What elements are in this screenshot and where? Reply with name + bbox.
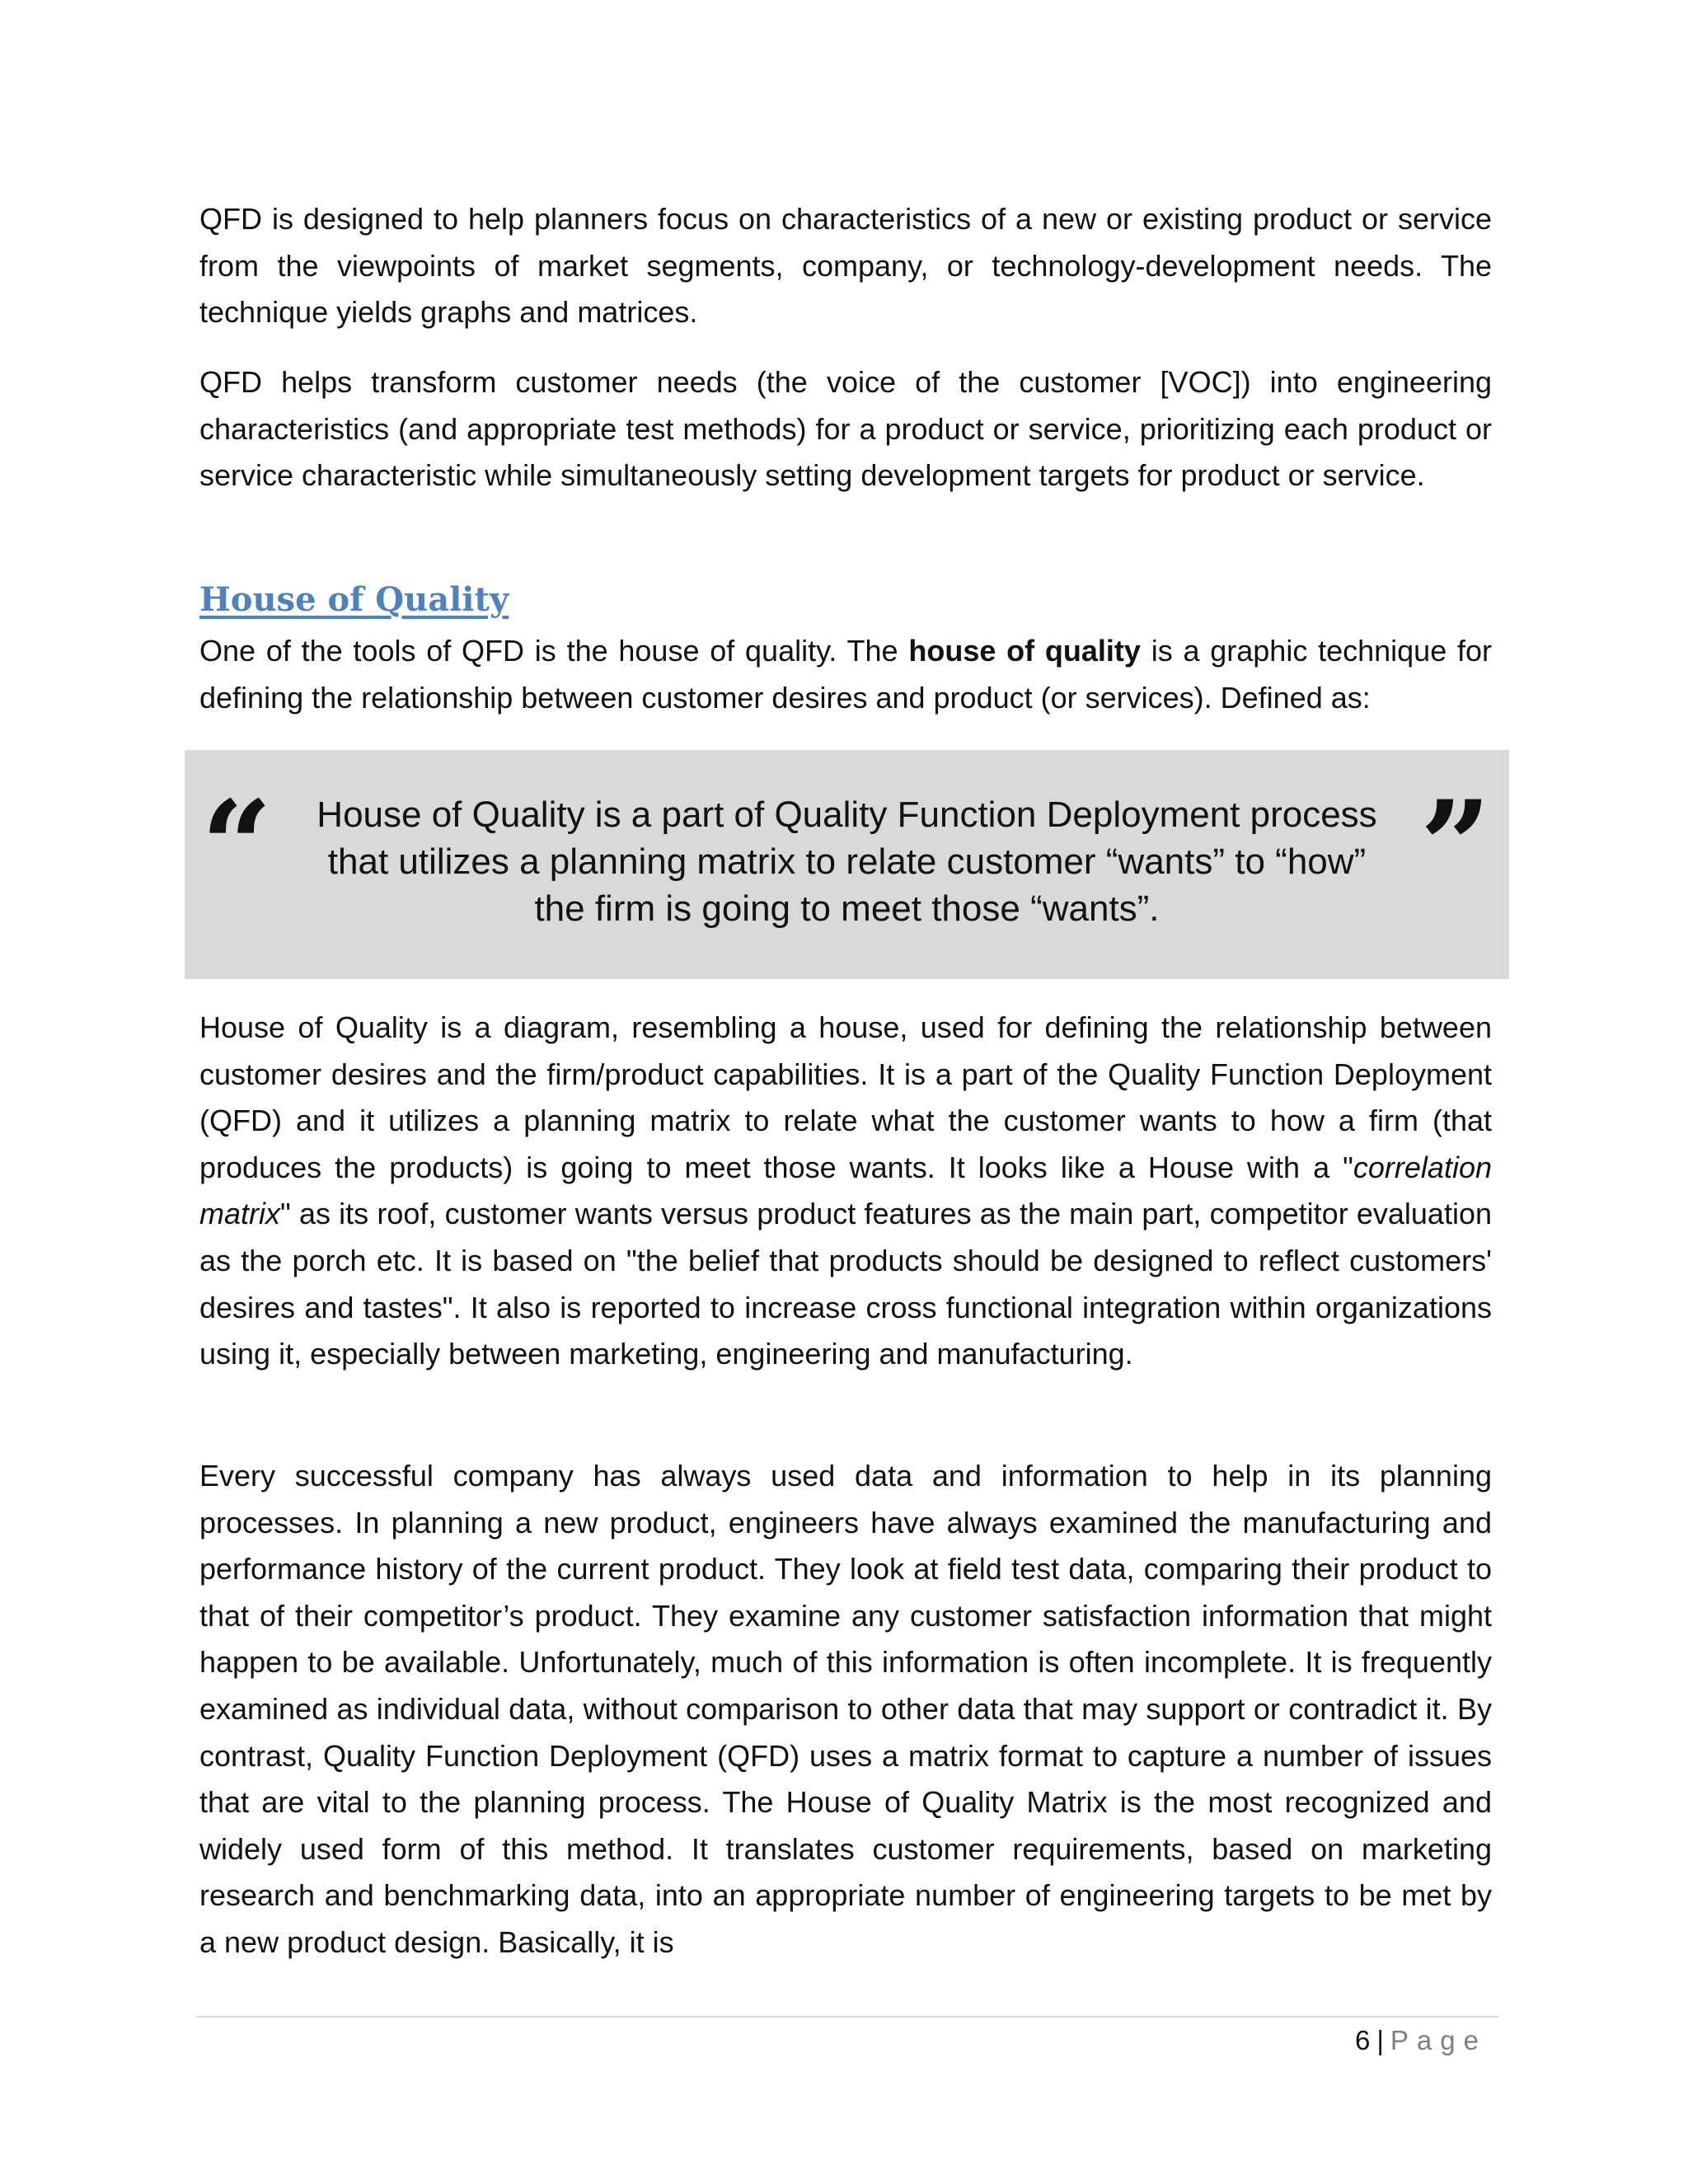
paragraph-planning-processes: Every successful company has always used data and information to help in its planning processes. In planning a new product, engineers have always examined the manufacturing and performance history of the current product. They look at field test data, comparing their product to that of their competitor’s product. They examine any customer satisfaction information that might happen to be available. Unfortunately, much of this information is often incomplete. It is frequently examined as individual data, without comparison to other data that may support or contradict it. By contrast, Quality Function Deployment (QFD) uses a matrix format to capture a number of issues that are vital to the planning process. The House of Quality Matrix is the most recognized and widely used form of this method. It translates customer requirements, based on marketing research and benchmarking data, into an appropriate number of engineering targets to be met by a new product design. Basically, it is <box>199 1459 1492 1959</box>
text-run: House of Quality is a diagram, resembling a house, used for defining the relationship between customer desires and the firm/product capabilities. It is a part of the Quality Function Deployment (QFD) and it utilizes a planning matrix to relate what the customer wants to how a firm (that produces the products) is going to meet those wants. It looks like a House with a " <box>199 1010 1492 1184</box>
open-quote-icon: “ <box>201 774 273 919</box>
paragraph-house-of-quality-intro <box>199 628 1492 721</box>
paragraph-qfd-transform: QFD helps transform customer needs (the voice of the customer [VOC]) into engineering characteristics (and appropriate test methods) for a product or service, prioritizing each product or service characteristic while simultaneously setting development targets for product or service. <box>199 365 1492 493</box>
paragraph-house-of-quality-description <box>199 1005 1492 1378</box>
italic-term: correlation matrix <box>199 1150 1492 1231</box>
pull-quote <box>185 750 1509 979</box>
page-number: 6 <box>1354 2025 1371 2055</box>
footer-separator: | <box>1376 2025 1384 2055</box>
page-footer <box>1355 2020 1487 2061</box>
text-run: One of the tools of QFD is the house of quality. The <box>199 634 909 668</box>
close-quote-icon: ” <box>1419 774 1491 919</box>
paragraph-qfd-purpose: QFD is designed to help planners focus on characteristics of a new or existing product or service from the viewpoints of market segments, company, or technology-development needs. The technique yields graphs and matrices. <box>199 202 1492 330</box>
pull-quote-text: House of Quality is a part of Quality Function Deployment process that utilizes a planning matrix to relate customer “wants” to “how” the firm is going to meet those “wants”. <box>316 794 1377 929</box>
footer-divider <box>196 2016 1498 2018</box>
text-run: " as its roof, customer wants versus product features as the main part, competitor evaluation as the porch etc. It is based on "the belief that products should be designed to reflect customers' desires and tastes". It also is reported to increase cross functional integration within organizations using it, especially between marketing, engineering and manufacturing. <box>199 1197 1492 1371</box>
section-heading: House of Quality <box>199 580 509 619</box>
page-label: Page <box>1390 2025 1487 2055</box>
text-run: is a graphic technique for defining the relationship between customer desires and product (or services). Defined as: <box>199 634 1493 715</box>
bold-term: house of quality <box>908 634 1141 668</box>
